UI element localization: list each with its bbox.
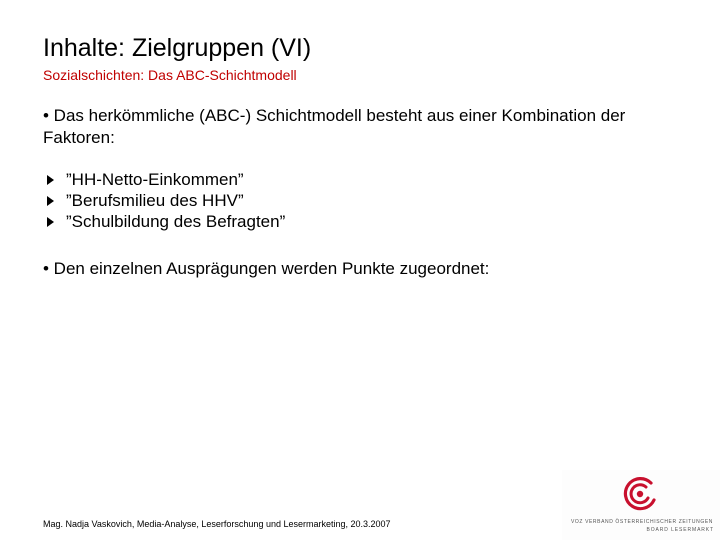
factor-label: ”HH-Netto-Einkommen” [66, 170, 244, 189]
voez-spiral-logo-icon [620, 474, 660, 514]
logo-text-line2: BOARD LESERMARKT [646, 527, 714, 533]
footer-text: Mag. Nadja Vaskovich, Media-Analyse, Leserforschung und Lesermarketing, 20.3.2007 [43, 519, 391, 529]
list-item [47, 190, 285, 211]
slide-title: Inhalte: Zielgruppen (VI) [43, 34, 312, 62]
factor-label: ”Schulbildung des Befragten” [66, 212, 286, 231]
points-paragraph: • Den einzelnen Ausprägungen werden Punkte zugeordnet: [43, 259, 490, 278]
voez-logo [562, 470, 720, 540]
slide-subtitle: Sozialschichten: Das ABC-Schichtmodell [43, 67, 297, 83]
logo-text-line1: VOZ VERBAND ÖSTERREICHISCHER ZEITUNGEN [571, 519, 713, 525]
factor-label: ”Berufsmilieu des HHV” [66, 191, 244, 210]
triangle-bullet-icon [47, 217, 54, 227]
list-item [47, 211, 285, 232]
triangle-bullet-icon [47, 175, 54, 185]
list-item [47, 169, 285, 190]
intro-paragraph: • Das herkömmliche (ABC-) Schichtmodell besteht aus einer Kombination der Faktoren: [43, 106, 626, 147]
triangle-bullet-icon [47, 196, 54, 206]
factor-list [47, 169, 285, 232]
